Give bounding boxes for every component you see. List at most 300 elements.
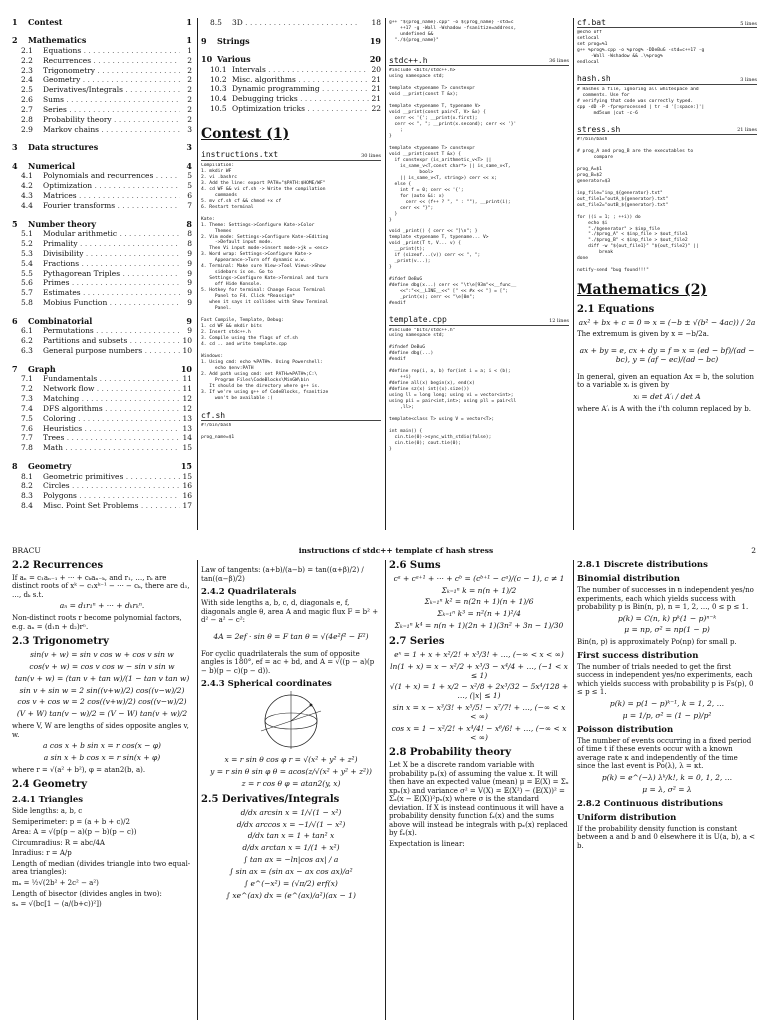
toc-column-1 (12, 18, 192, 511)
toc-section[interactable] (201, 37, 381, 46)
toc-subsection-title: Math . . . (43, 444, 180, 453)
toc-subsection[interactable] (12, 230, 192, 239)
toc-subsection[interactable] (12, 375, 192, 384)
tangent-law: (V + W) tan(v − w)/2 = (V − W) tan(v + w)/2 (16, 709, 188, 719)
law-of-tangents: Law of tangents: (a+b)/(a−b) = tan((α+β)/2) / tan((α−β)/2) (201, 566, 364, 583)
spherical-heading: 2.4.3 Spherical coordinates (201, 679, 332, 690)
column-divider (197, 18, 198, 530)
toc-subsection-title: Optimization tricks . . . (232, 105, 369, 114)
column-divider (573, 560, 574, 1020)
toc-subsection-num: 2.5 (21, 85, 33, 95)
toc-subsection-title: Matching . . . (43, 395, 180, 404)
toc-section-num: 9 (201, 35, 207, 46)
toc-subsection-num: 5.3 (21, 248, 33, 258)
triangle-formula: Length of bisector (divides angles in two): (12, 889, 162, 898)
toc-subsection-num: 2.3 (21, 65, 33, 75)
spherical-formula: z = r cos θ φ = atan2(y, x) (241, 779, 341, 789)
toc-subsection-page: 6 (187, 191, 192, 201)
toc-subsection-num: 5.4 (21, 258, 33, 268)
cramer-rule: xᵢ = det A′ᵢ / det A (633, 391, 701, 401)
toc-section[interactable] (201, 55, 381, 64)
toc-section-num: 2 (12, 35, 18, 46)
toc-subsection-page: 15 (182, 471, 192, 481)
file-name: stdc++.h (389, 55, 428, 65)
toc-subsection[interactable] (12, 126, 192, 135)
column-divider (573, 18, 574, 530)
equations-heading: 2.1 Equations (577, 303, 655, 315)
derivative-formula: d/dx arctan x = 1/(1 + x²) (242, 843, 340, 853)
file-header-stresssh (577, 125, 757, 135)
series-formula: ln(1 + x) = x − x²/2 + x³/3 − x⁴/4 + …, (−1 < x ≤ 1) (390, 661, 568, 680)
toc-subsection-title: Divisibility . . . (43, 250, 180, 259)
trig-text-3: where r = √(a² + b²), φ = atan2(b, a). (12, 765, 146, 774)
toc-subsection-title: Estimates . . . (43, 289, 180, 298)
triangle-formula: Area: A = √(p(p − a)(p − b)(p − c)) (12, 828, 137, 837)
recurrences-text: If aₙ = c₁aₙ₋₁ + ··· + cₖaₙ₋ₖ, and r₁, …, rₖ are distinct roots of xᵏ − c₁xᵏ⁻¹ − ··· − cₖ, there are d₁, …, dₖ s.t. (12, 573, 190, 599)
toc-subsection-page: 5 (187, 171, 192, 181)
header-left: BRACU (12, 546, 41, 555)
toc-section-num: 8 (12, 461, 18, 472)
toc-subsection[interactable] (12, 86, 192, 95)
toc-subsection-page: 2 (187, 55, 192, 65)
toc-section-page: 20 (369, 54, 381, 65)
toc-section[interactable] (12, 18, 192, 27)
toc-subsection-page: 3 (187, 124, 192, 134)
toc-section-page: 19 (369, 35, 381, 46)
triangle-formula: Side lengths: a, b, c (12, 807, 83, 816)
toc-subsection-num: 8.5 (210, 18, 222, 27)
trigonometry-heading: 2.3 Trigonometry (12, 636, 109, 648)
trig-identity: sin v + sin w = 2 sin((v+w)/2) cos((v−w)/2) (19, 685, 185, 695)
toc-subsection-page: 22 (371, 104, 381, 114)
sums-heading: 2.6 Sums (389, 560, 441, 571)
file-lines: 36 lines (549, 58, 569, 65)
derivatives-heading: 2.5 Derivatives/Integrals (201, 793, 340, 805)
toc-subsection-title: Fractions . . . (43, 260, 180, 269)
triangle-formula: mₐ = ½√(2b² + 2c² − a²) (12, 878, 99, 887)
toc-subsection-page: 10 (182, 336, 192, 346)
toc-subsection-title: Pythagorean Triples . . . (43, 270, 180, 279)
code-cfsh: #!/bin/bash prog_name=$1 (201, 423, 235, 441)
code-cfsh-continued: g++ "${prog_name}.cpp" -o ${prog_name} -std=c ++17 -g -Wall -Wshadow -fsanitize=address, undefined && "./${prog_name}" (389, 20, 517, 43)
derivative-formula: d/dx arcsin x = 1/√(1 − x²) (240, 807, 342, 817)
toc-subsection[interactable] (12, 260, 192, 269)
toc-subsection[interactable] (12, 415, 192, 424)
toc-subsection-page: 15 (182, 443, 192, 453)
toc-section-title: Strings (217, 36, 250, 46)
toc-subsection-num: 8.3 (21, 491, 33, 501)
page-header (12, 546, 756, 557)
toc-subsection-title: Geometric primitives . . . (43, 473, 180, 482)
poisson-heading: Poisson distribution (577, 724, 674, 735)
toc-section-num: 6 (12, 315, 18, 326)
toc-subsection[interactable] (12, 270, 192, 279)
toc-subsection-page: 2 (187, 114, 192, 124)
toc-subsection-page: 21 (371, 94, 381, 104)
code-instructions: Compilation: 1. mkdir WF 2. vi .bashrc 3. Add the line: export PATH="$PATH:$HOME/WF" 4. cd WF && vi cf.sh -> Write the compilation commands 5. mv cf.sh cf && chmod +x cf 6. Restart terminal Kate: 1. Theme: Settings->Configure Kate->Color Themes 2. Vim mode: Settings->Configure Kate->Editing ->Default input mode. Then Vi input mode->insert mode->jk = <esc> 3. Word wrap: Settings->Configure Kate-> Appearance->Turn off dynamic w.w. 4. Terminal: Make sure View->Tool Views->Show sidebars is on. Go to Settings->Configure Kate->Terminal and turn off Hide Konsole. 5. Hotkey for terminal: Change Focus Terminal Panel to F4. Click *Reassign* when it says it collides with Show Terminal Panel. Fast Compile, Template, Debug: 1. cd WF && mkdir bits 2. Insert stdc++.h 3. Compile using the flags of cf.sh 4. cd .. and write template.cpp Windows: 1. Using cmd: echo %PATH%. Using Powershell: echo $env:PATH 2. Add path using cmd: set PATH=%PATH%;C:\ Program Files\CodeBlocks\MinGW\bin It should be the directory where g++ is. 3. If we're using g++ of CodeBlocks, fsanitize won't be available :( (201, 162, 329, 401)
series-formula: sin x = x − x³/3! + x⁵/5! − x⁷/7! + …, (−∞ < x < ∞) (392, 703, 566, 721)
where-text: where A′ᵢ is A with the i'th column replaced by b. (577, 404, 751, 413)
toc-subsection-page: 11 (182, 384, 192, 394)
code-cfbat: @echo off setlocal set prog=%1 g++ %prog%.cpp -o %prog% -DDeBuG -std=c++17 -g -Wall -Wshadow && .\%prog% endlocal (577, 30, 705, 66)
toc-subsection[interactable] (12, 502, 192, 511)
continuous-heading: 2.8.2 Continuous distributions (577, 798, 723, 809)
toc-subsection-title: Network flow . . . (43, 385, 180, 394)
binomial-text-2: Bin(n, p) is approximately Po(np) for small p. (577, 638, 737, 647)
spherical-formula: y = r sin θ sin φ θ = acos(z/√(x² + y² + z²)) (210, 767, 372, 777)
file-name: instructions.txt (201, 150, 279, 160)
toc-section-num: 7 (12, 363, 18, 374)
toc-section-title: Numerical (28, 161, 76, 171)
toc-subsection-num: 7.2 (21, 384, 33, 394)
toc-section-title: Contest (28, 18, 63, 27)
derivative-formula: ∫ sin ax = (sin ax − ax cos ax)/a² (229, 866, 353, 876)
poisson-eq: p(k) = e^(−λ) λᵏ/k!, k = 0, 1, 2, … (601, 772, 733, 782)
toc-subsection[interactable] (12, 405, 192, 414)
toc-subsection-num: 4.4 (21, 200, 33, 210)
toc-subsection[interactable] (12, 279, 192, 288)
file-header-instructions (201, 150, 381, 160)
general-text: In general, given an equation Ax = b, the solution to a variable xᵢ is given by (577, 372, 755, 390)
trig-identity: a cos x + b sin x = r cos(x − φ) (43, 741, 161, 751)
toc-subsection-page: 9 (187, 268, 192, 278)
quadrilaterals-text-2: For cyclic quadrilaterals the sum of opposite angles is 180°, ef = ac + bd, and A = √((p − a)(p − b)(p − c)(p − d)). (201, 649, 375, 675)
toc-subsection-page: 9 (187, 278, 192, 288)
toc-subsection-num: 6.3 (21, 346, 33, 356)
toc-section-page: 4 (186, 160, 192, 171)
file-header-hashsh (577, 74, 757, 84)
toc-subsection-title: Trees . . . (43, 434, 180, 443)
toc-subsection-num: 8.2 (21, 481, 33, 491)
toc-subsection[interactable] (12, 106, 192, 115)
trig-identities (12, 651, 192, 707)
series-formula: √(1 + x) = 1 + x/2 − x²/8 + 2x³/32 − 5x⁴/128 + …, (|x| ≤ 1) (389, 682, 569, 701)
toc-subsection[interactable] (12, 434, 192, 443)
toc-subsection-title: Fourier transforms . . . (43, 202, 180, 211)
toc-subsection-page: 2 (187, 75, 192, 85)
toc-subsection[interactable] (12, 57, 192, 66)
binomial-eq-2: μ = np, σ² = np(1 − p) (624, 625, 710, 635)
poisson-eq-2: μ = λ, σ² = λ (642, 784, 692, 794)
point-marker (310, 704, 313, 707)
toc-subsection[interactable] (12, 172, 192, 181)
toc-subsection[interactable] (12, 482, 192, 491)
quadrilaterals-text: With side lengths a, b, c, d, diagonals e, f, diagonals angle θ, area A and magic flux F = b² + d² − a² − c²: (201, 599, 379, 625)
header-right: 2 (751, 546, 756, 555)
file-lines: 5 lines (740, 20, 757, 27)
derivative-formula: ∫ e^(−x²) = (√π/2) erf(x) (244, 878, 338, 888)
toc-section-title: Number theory (28, 219, 97, 229)
toc-subsection[interactable] (12, 76, 192, 85)
toc-subsection[interactable] (12, 444, 192, 453)
toc-subsection-page: 8 (187, 239, 192, 248)
toc-subsection-page: 16 (182, 481, 192, 491)
toc-subsection-page: 1 (187, 45, 192, 55)
sphere-diagram (201, 691, 381, 751)
discrete-heading: 2.8.1 Discrete distributions (577, 560, 708, 570)
toc-subsection[interactable] (12, 289, 192, 298)
toc-subsection-num: 7.5 (21, 413, 33, 423)
first-success-eq: p(k) = p(1 − p)ᵏ⁻¹, k = 1, 2, … (609, 698, 725, 708)
quadratic-formula: ax² + bx + c = 0 ⇒ x = (−b ± √(b² − 4ac)) / 2a (578, 317, 756, 327)
toc-subsection-num: 4.1 (21, 171, 33, 181)
toc-subsection[interactable] (12, 202, 192, 211)
derivative-formula: ∫ tan ax = −ln|cos ax| / a (243, 855, 339, 865)
toc-subsection[interactable] (201, 66, 381, 75)
toc-section[interactable] (12, 365, 192, 374)
toc-section[interactable] (12, 220, 192, 229)
toc-subsection-title: Primes . . . (43, 279, 180, 288)
file-name: cf.sh (201, 410, 226, 420)
spherical-formulas (201, 756, 381, 789)
toc-subsection-title: Misc. Point Set Problems . . . (43, 502, 180, 511)
toc-subsection[interactable] (12, 347, 192, 356)
toc-section-title: Geometry (28, 462, 72, 472)
toc-subsection-page: 9 (187, 258, 192, 268)
toc-subsection[interactable] (201, 85, 381, 94)
triangle-formula: Length of median (divides triangle into two equal-area triangles): (12, 859, 191, 877)
toc-section-num: 5 (12, 218, 18, 229)
toc-subsection-title: Derivatives/Integrals . . . (43, 86, 180, 95)
toc-section-page: 3 (186, 142, 192, 153)
toc-subsection-num: 7.3 (21, 394, 33, 403)
toc-subsection[interactable] (12, 96, 192, 105)
toc-subsection-page: 2 (187, 95, 192, 105)
toc-section-num: 1 (12, 17, 18, 27)
toc-subsection-num: 2.1 (21, 45, 33, 55)
column-3 (389, 18, 569, 453)
toc-subsection[interactable] (12, 250, 192, 259)
toc-subsection-title: Polynomials and recurrences . . . (43, 172, 180, 181)
probability-text-2: Expectation is linear: (389, 839, 465, 848)
toc-subsection-page: 16 (182, 491, 192, 501)
toc-subsection-page: 9 (187, 298, 192, 308)
toc-subsection-page: 11 (182, 374, 192, 384)
toc-subsection-title: 3D . . . (232, 19, 369, 28)
toc-section-page: 8 (186, 218, 192, 229)
toc-subsection-title: Partitions and subsets . . . (43, 337, 180, 346)
uniform-heading: Uniform distribution (577, 812, 677, 823)
toc-subsection[interactable] (12, 327, 192, 336)
toc-subsection-num: 8.4 (21, 501, 33, 511)
file-name: template.cpp (389, 315, 447, 325)
geometry-heading: 2.4 Geometry (12, 779, 88, 791)
toc-section-title: Mathematics (28, 36, 87, 46)
sum-formula: Σₖ₌₁ⁿ k⁴ = n(n + 1)(2n + 1)(3n² + 3n − 1)/30 (394, 621, 564, 631)
toc-subsection-num: 7.4 (21, 403, 33, 413)
file-name: cf.bat (577, 18, 606, 27)
recurrences-text-2: Non-distinct roots r become polynomial factors, e.g. aₙ = (d₁n + d₂)rⁿ. (12, 614, 182, 631)
binomial-eq: p(k) = C(n, k) pᵏ(1 − p)ⁿ⁻ᵏ (617, 613, 717, 623)
toc-subsection-num: 5.1 (21, 229, 33, 239)
triangle-formulas (12, 807, 192, 908)
trig-identity: cos(v + w) = cos v cos w − sin v sin w (29, 661, 175, 671)
toc-subsection-page: 21 (371, 84, 381, 94)
derivative-formula: d/dx arccos x = −1/√(1 − x²) (236, 819, 346, 829)
code-stresssh: #!/bin/bash # prog_A and prog_B are the executables to compare prog_A=$1 prog_B=$2 generator=$3 inp_file="inp_${generator}.txt" out_file1="outA_${generator}.txt" out_file2="outB_${generator}.txt" for ((i = 1; ; ++i)) do echo $i "./$generator" > $inp_file "./$prog_A" < $inp_file > $out_file1 "./$prog_B" < $inp_file > $out_file2 diff -w "${out_file1}" "${out_file2}" || break done notify-send "bug found!!!" (577, 136, 699, 274)
sum-formula: Σₖ₌₁ⁿ k² = n(2n + 1)(n + 1)/6 (424, 597, 534, 607)
toc-section[interactable] (12, 317, 192, 326)
file-name: stress.sh (577, 124, 621, 134)
toc-section-page: 9 (186, 315, 192, 326)
toc-subsection[interactable] (201, 19, 381, 28)
toc-subsection[interactable] (12, 299, 192, 308)
toc-subsection-title: Heuristics . . . (43, 425, 180, 434)
toc-subsection[interactable] (201, 95, 381, 104)
toc-subsection[interactable] (201, 76, 381, 85)
code-hashsh: # Hashes a file, ignoring all whitespace and comments. Use for # verifying that code was correctly typed. cpp -dD -P -fpreprocessed | tr -d '[:space:]'| md5sum |cut -c-6 (577, 86, 705, 116)
toc-subsection[interactable] (12, 47, 192, 56)
column-divider (385, 560, 386, 1020)
sum-formula: Σₖ₌₁ⁿ k³ = n²(n + 1)²/4 (437, 609, 521, 619)
linear-system: ax + by = e, cx + dy = f ⇒ x = (ed − bf)/(ad − bc), y = (af − ec)/(ad − bc) (579, 345, 755, 364)
trig-identity: a sin x + b cos x = r sin(x + φ) (43, 753, 161, 763)
toc-subsection-page: 20 (371, 64, 381, 74)
toc-subsection-title: Debugging tricks . . . (232, 95, 369, 104)
quadrilateral-eq: 4A = 2ef · sin θ = F tan θ = √(4e²f² − F²) (213, 631, 369, 641)
file-header-cfsh (201, 411, 381, 421)
toc-subsection-page: 12 (182, 394, 192, 403)
toc-subsection-num: 10.2 (210, 74, 227, 84)
first-success-text: The number of trials needed to get the first success in independent yes/no experiments, each which yields success with probability p is Fs(p), 0 ≤ p ≤ 1. (577, 662, 754, 697)
p2-column-3 (389, 560, 569, 1020)
toc-subsection-title: Polygons . . . (43, 492, 180, 501)
toc-section-title: Combinatorial (28, 316, 93, 326)
toc-section-title: Graph (28, 364, 56, 374)
column-divider (385, 18, 386, 530)
toc-subsection-title: Fundamentals . . . (43, 375, 180, 384)
file-name: hash.sh (577, 74, 611, 84)
toc-section-page: 15 (180, 461, 192, 472)
toc-subsection-num: 2.8 (21, 114, 33, 124)
toc-subsection-page: 13 (182, 423, 192, 433)
toc-subsection-title: Trigonometry . . . (43, 67, 180, 76)
spherical-formula: x = r sin θ cos φ r = √(x² + y² + z²) (224, 755, 358, 765)
toc-section[interactable] (12, 36, 192, 45)
derivative-formulas (201, 809, 381, 901)
toc-subsection-title: Recurrences . . . (43, 57, 180, 66)
toc-subsection[interactable] (12, 337, 192, 346)
file-header-stdcpph (389, 56, 569, 66)
toc-subsection[interactable] (12, 116, 192, 125)
toc-subsection-num: 2.9 (21, 124, 33, 134)
toc-subsection[interactable] (12, 240, 192, 249)
toc-subsection-title: Mobius Function . . . (43, 299, 180, 308)
toc-subsection-num: 7.8 (21, 443, 33, 453)
binomial-heading: Binomial distribution (577, 574, 680, 585)
toc-subsection[interactable] (12, 473, 192, 482)
toc-subsection-num: 5.5 (21, 268, 33, 278)
toc-subsection-num: 7.7 (21, 433, 33, 443)
toc-section[interactable] (12, 143, 192, 152)
toc-subsection[interactable] (201, 105, 381, 114)
toc-subsection[interactable] (12, 492, 192, 501)
toc-subsection-title: Geometry . . . (43, 76, 180, 85)
file-lines: 3 lines (740, 76, 757, 83)
toc-subsection-num: 8.1 (21, 471, 33, 481)
toc-subsection-page: 9 (187, 248, 192, 258)
series-formulas (389, 651, 569, 743)
toc-subsection[interactable] (12, 182, 192, 191)
toc-subsection-num: 7.6 (21, 423, 33, 433)
sum-formula: cᵃ + cᵃ⁺¹ + ··· + cᵇ = (cᵇ⁺¹ − cᵃ)/(c − 1), c ≠ 1 (393, 573, 565, 583)
file-lines: 12 lines (549, 317, 569, 324)
toc-subsection-num: 10.3 (210, 84, 227, 94)
toc-subsection-page: 17 (182, 501, 192, 511)
toc-subsection-title: Series . . . (43, 106, 180, 115)
toc-subsection-title: General purpose numbers . . . (43, 347, 180, 356)
toc-subsection-title: Matrices . . . (43, 192, 180, 201)
derivative-formula: ∫ xe^(ax) dx = (e^(ax)/a²)(ax − 1) (226, 890, 356, 900)
toc-subsection-num: 5.8 (21, 298, 33, 308)
toc-section-title: Data structures (28, 143, 99, 153)
p2-column-4 (577, 560, 757, 1020)
column-4 (577, 18, 757, 415)
trig-identity: tan(v + w) = (tan v + tan w)/(1 − tan v tan w) (14, 673, 190, 683)
toc-subsection-page: 7 (187, 200, 192, 210)
toc-section[interactable] (12, 162, 192, 171)
toc-subsection[interactable] (12, 395, 192, 404)
toc-subsection-title: Circles . . . (43, 482, 180, 491)
probability-text: Let X be a discrete random variable with probability pₓ(x) of assuming the value x. It will then have an expected value (mean) μ = 𝔼(X) = Σₓ xpₓ(x) and variance σ² = V(X) = 𝔼(X²) − (𝔼(X))² = Σₓ(x − 𝔼(X))²pₓ(x) where σ is the standard deviation. If X is instead continuous it will have a probability density function fₓ(x) and the sums above will instead be integrals with pₓ(x) replaced by fₓ(x). (389, 761, 569, 838)
file-lines: 30 lines (361, 153, 381, 159)
toc-subsection-num: 2.7 (21, 104, 33, 114)
toc-section-num: 3 (12, 142, 18, 153)
binomial-text: The number of successes in n independent yes/no experiments, each which yields success with probability p is Bin(n, p), n = 1, 2, …, 0 ≤ p ≤ 1. (577, 586, 754, 612)
toc-subsection[interactable] (12, 385, 192, 394)
toc-subsection-title: Optimization . . . (43, 182, 180, 191)
header-center: instructions cf stdc++ template cf hash stress (298, 546, 494, 555)
toc-subsection-num: 5.7 (21, 288, 33, 298)
series-formula: eˣ = 1 + x + x²/2! + x³/3! + …, (−∞ < x < ∞) (394, 649, 564, 659)
toc-subsection-title: Primality . . . (43, 240, 180, 249)
triangle-formula: Semiperimeter: p = (a + b + c)/2 (12, 817, 130, 826)
extremum-text: The extremum is given by x = −b/2a. (577, 330, 710, 339)
toc-subsection-title: Equations . . . (43, 47, 180, 56)
toc-subsection-page: 2 (187, 104, 192, 114)
toc-subsection-title: Permutations . . . (43, 327, 180, 336)
toc-subsection[interactable] (12, 425, 192, 434)
toc-subsection-page: 12 (182, 403, 192, 413)
toc-subsection-num: 10.1 (210, 64, 227, 74)
toc-subsection[interactable] (12, 67, 192, 76)
toc-subsection-num: 4.3 (21, 191, 33, 201)
toc-subsection[interactable] (12, 192, 192, 201)
toc-subsection-page: 10 (182, 346, 192, 356)
toc-subsection-title: Markov chains . . . (43, 126, 180, 135)
toc-subsection-page: 21 (371, 74, 381, 84)
toc-subsection-title: Misc. algorithms . . . (232, 76, 369, 85)
toc-subsection-page: 2 (187, 85, 192, 95)
toc-subsection-page: 8 (187, 229, 192, 239)
series-heading: 2.7 Series (389, 636, 445, 648)
derivative-formula: d/dx tan x = 1 + tan² x (247, 831, 335, 841)
toc-subsection-num: 2.2 (21, 55, 33, 65)
trig-identities-2 (12, 742, 192, 763)
toc-subsection-title: Modular arithmetic . . . (43, 230, 180, 239)
recurrences-eq: aₙ = d₁r₁ⁿ + ··· + dₖrₖⁿ. (59, 601, 145, 611)
column-divider (197, 560, 198, 1020)
column-2 (201, 18, 381, 441)
poisson-text: The number of events occurring in a fixed period of time t if these events occur with a known average rate κ and independently of the time since the last event is Po(λ), λ = κt. (577, 736, 752, 771)
toc-subsection-page: 13 (182, 413, 192, 423)
toc-subsection-title: Coloring . . . (43, 415, 180, 424)
toc-section-page: 1 (186, 17, 192, 27)
toc-subsection-num: 6.1 (21, 326, 33, 336)
series-formula: cos x = 1 − x²/2! + x⁴/4! − x⁶/6! + …, (−∞ < x < ∞) (391, 723, 567, 742)
toc-section[interactable] (12, 462, 192, 471)
uniform-text: If the probability density function is constant between a and b and 0 elsewhere it is U(a, b), a < b. (577, 824, 755, 850)
